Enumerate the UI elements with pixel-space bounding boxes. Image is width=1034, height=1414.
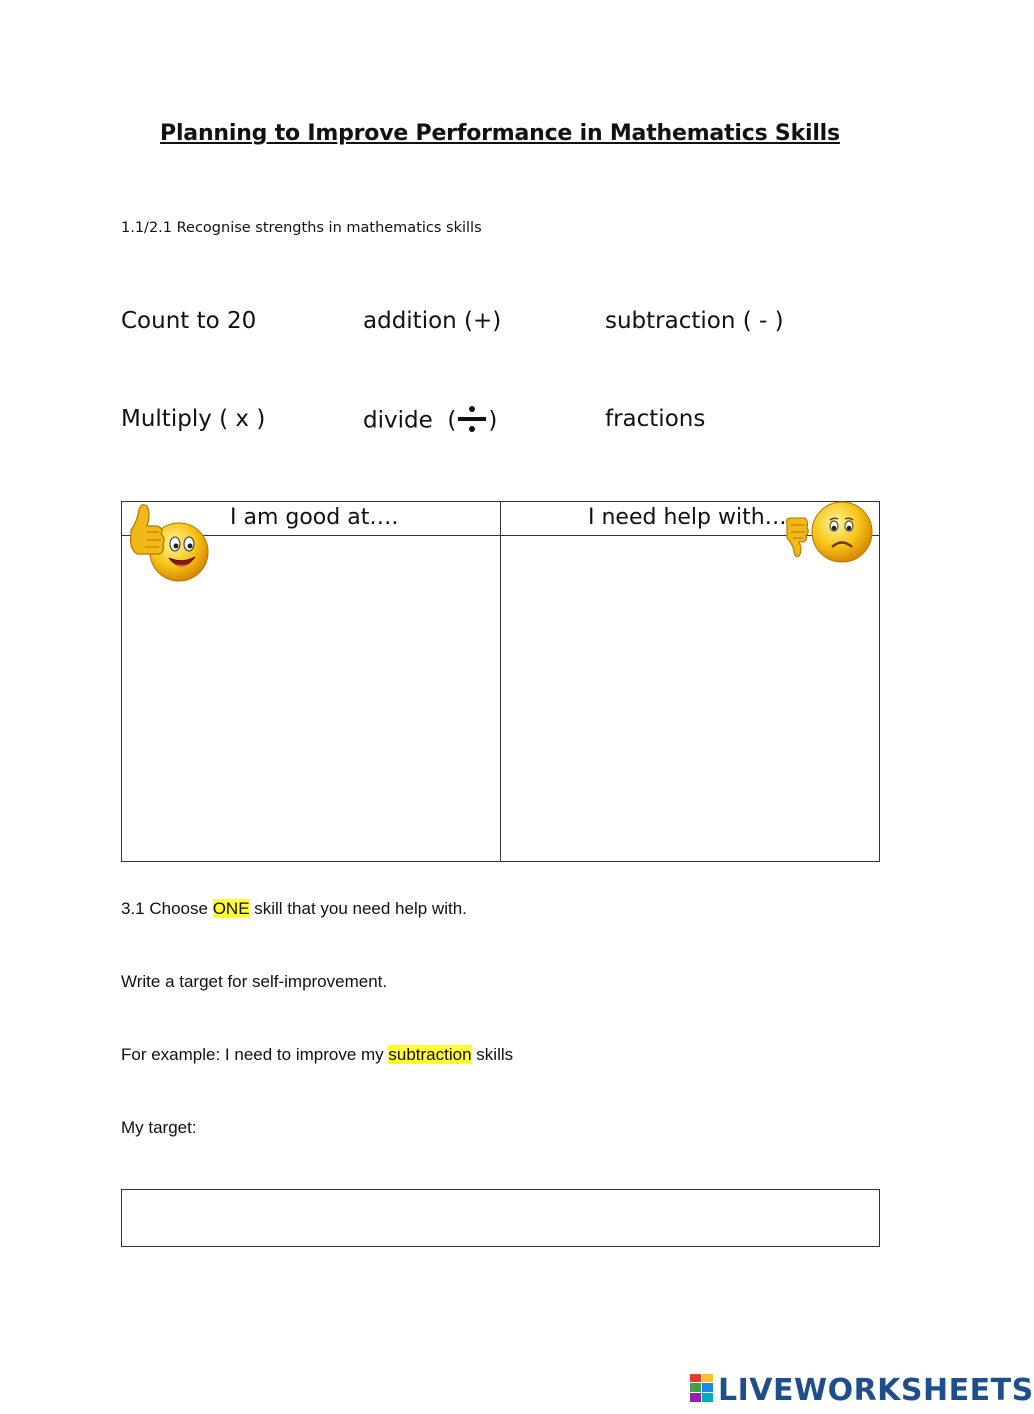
skills-table (121, 501, 880, 862)
objective-text: 1.1/2.1 Recognise strengths in mathematics skills (121, 220, 482, 236)
logo-text: LIVEWORKSHEETS (718, 1372, 1034, 1408)
write-target-instruction: Write a target for self-improvement. (121, 972, 388, 991)
good-at-header: I am good at…. (230, 505, 399, 530)
example-text (121, 1045, 513, 1065)
thumbs-up-emoji-icon (125, 502, 211, 584)
divide-label: divide ( (363, 407, 457, 434)
choose-skill-instruction (121, 899, 467, 919)
choose-before: 3.1 Choose (121, 899, 213, 918)
need-help-answer-cell[interactable] (501, 536, 879, 861)
choose-after: skill that you need help with. (249, 899, 467, 918)
need-help-header: I need help with… (588, 505, 787, 530)
choose-highlight: ONE (212, 899, 250, 918)
my-target-answer-box[interactable] (121, 1189, 880, 1247)
page-title: Planning to Improve Performance in Mathematics Skills (160, 121, 840, 146)
thumbs-down-emoji-icon (783, 498, 875, 566)
division-sign-icon (456, 404, 488, 434)
liveworksheets-logo[interactable] (690, 1372, 1034, 1408)
skill-addition: addition (+) (363, 308, 502, 334)
liveworksheets-logo-icon (690, 1374, 714, 1407)
skill-divide (363, 406, 497, 436)
skill-count: Count to 20 (121, 308, 257, 334)
example-highlight: subtraction (388, 1045, 472, 1064)
example-after: skills (471, 1045, 514, 1064)
example-before: For example: I need to improve my (121, 1045, 389, 1064)
my-target-label: My target: (121, 1118, 197, 1137)
divide-close: ) (488, 407, 498, 434)
good-at-answer-cell[interactable] (122, 536, 500, 861)
skill-fractions: fractions (605, 406, 706, 432)
skill-multiply: Multiply ( x ) (121, 406, 266, 432)
skill-subtraction: subtraction ( - ) (605, 308, 784, 334)
